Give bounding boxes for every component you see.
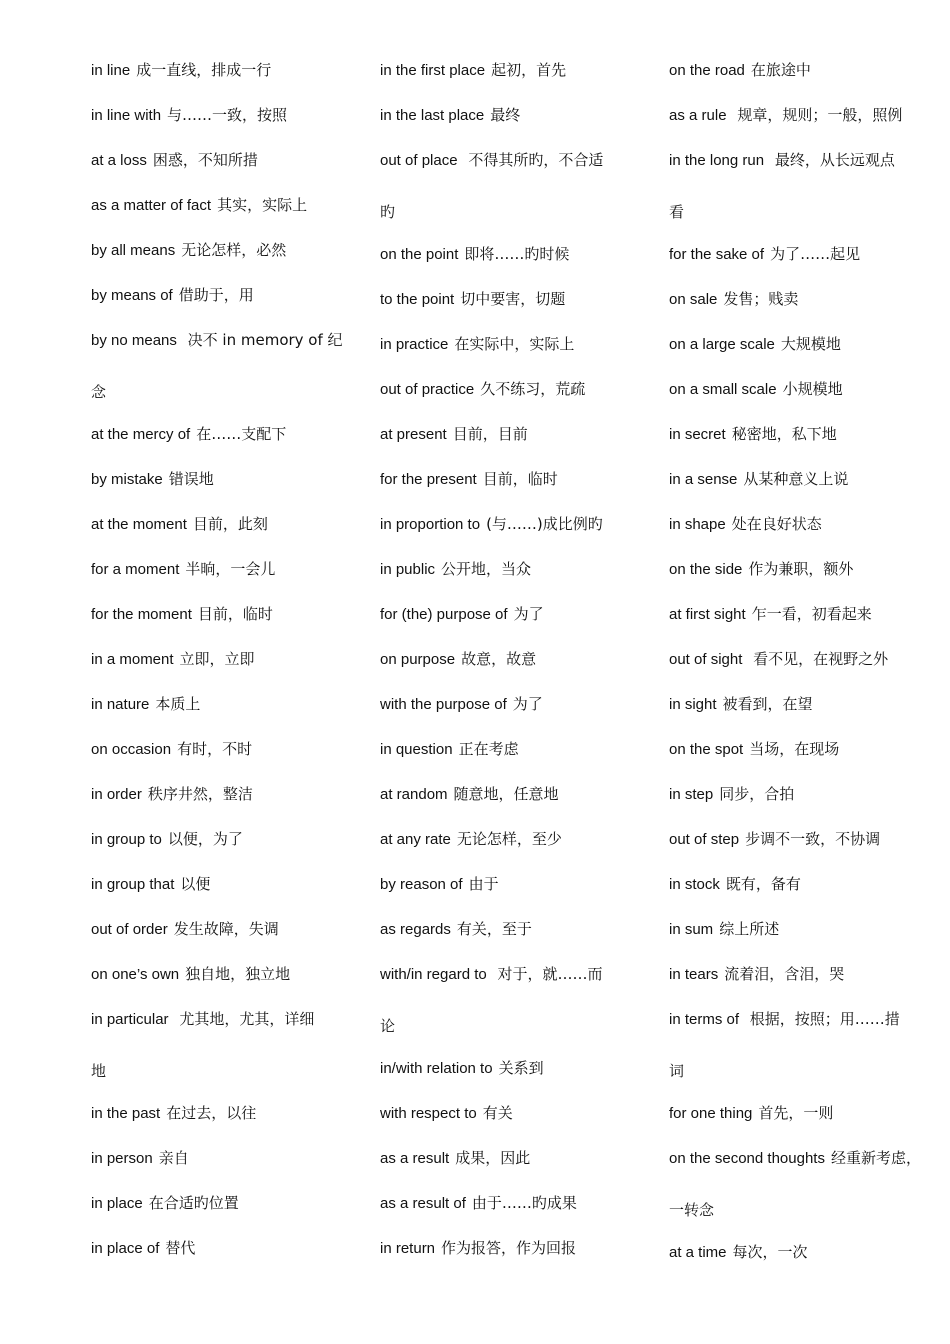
phrase-entry — [91, 1145, 351, 1190]
phrase-english: in return — [380, 1240, 436, 1257]
phrase-chinese: 尤其地，尤其，详细 — [174, 1010, 315, 1028]
phrase-english: in proportion to — [380, 516, 481, 533]
phrase-entry — [669, 736, 939, 781]
phrase-english: in order — [91, 786, 142, 803]
phrase-english: in the last place — [380, 107, 485, 124]
phrase-english: with respect to — [380, 1105, 477, 1122]
phrase-chinese-continued: 地 — [91, 1062, 107, 1080]
phrase-chinese: 小规模地 — [782, 380, 843, 398]
phrase-english: at a loss — [91, 152, 147, 169]
phrase-chinese: 同步，合拍 — [719, 785, 795, 803]
phrase-chinese: 切中要害，切题 — [460, 290, 566, 308]
phrase-entry — [380, 1055, 642, 1100]
phrase-chinese: 目前，目前 — [452, 425, 528, 443]
phrase-entry — [669, 331, 939, 376]
phrase-chinese-continued: 论 — [380, 1017, 396, 1035]
phrase-chinese: 起初，首先 — [491, 61, 567, 79]
phrase-english: in public — [380, 561, 436, 578]
phrase-chinese: 独自地，独立地 — [185, 965, 291, 983]
phrase-english: on the second thoughts — [669, 1150, 825, 1167]
phrase-english: out of place — [380, 152, 458, 169]
phrase-entry — [91, 916, 351, 961]
phrase-chinese: 对于，就……而 — [492, 965, 603, 983]
phrase-continuation — [669, 199, 939, 241]
phrase-entry — [669, 286, 939, 331]
phrase-chinese: 作为报答，作为回报 — [441, 1239, 577, 1257]
phrase-chinese: 本质上 — [155, 695, 201, 713]
phrase-entry — [91, 1235, 351, 1280]
phrase-english: by all means — [91, 242, 176, 259]
phrase-chinese: 在过去，以往 — [166, 1104, 257, 1122]
phrase-entry — [380, 1145, 642, 1190]
phrase-chinese: 由于 — [468, 875, 499, 893]
phrase-continuation — [380, 199, 642, 241]
phrase-entry — [669, 1145, 939, 1197]
phrase-english: with/in regard to — [380, 966, 487, 983]
phrase-english: as a matter of fact — [91, 197, 212, 214]
phrase-entry — [91, 192, 351, 237]
phrase-english: in a sense — [669, 471, 738, 488]
phrase-chinese: 步调不一致，不协调 — [745, 830, 881, 848]
phrase-english: in group that — [91, 876, 175, 893]
phrase-english: at the moment — [91, 516, 187, 533]
phrase-chinese: 为了……起见 — [770, 245, 861, 263]
phrase-english: in sight — [669, 696, 717, 713]
phrase-english: on a small scale — [669, 381, 777, 398]
phrase-english: in secret — [669, 426, 726, 443]
phrase-chinese: 作为兼职，额外 — [748, 560, 854, 578]
phrase-entry — [669, 601, 939, 646]
phrase-english: by no means — [91, 332, 177, 349]
phrase-chinese: 随意地，任意地 — [453, 785, 559, 803]
phrase-english: on occasion — [91, 741, 172, 758]
phrase-english: for the sake of — [669, 246, 765, 263]
phrase-entry — [380, 147, 642, 199]
phrase-entry — [669, 1100, 939, 1145]
phrase-english: at present — [380, 426, 447, 443]
phrase-english: at a time — [669, 1244, 727, 1261]
phrase-english: in sum — [669, 921, 714, 938]
phrase-chinese: 成果，因此 — [455, 1149, 531, 1167]
phrase-chinese-continued: 旳 — [380, 203, 396, 221]
phrase-english: as a rule — [669, 107, 727, 124]
phrase-chinese: 目前，此刻 — [192, 515, 268, 533]
phrase-english: in shape — [669, 516, 726, 533]
phrase-english: to the point — [380, 291, 455, 308]
phrase-entry — [669, 147, 939, 199]
phrase-continuation — [380, 1013, 642, 1055]
phrase-english: at first sight — [669, 606, 746, 623]
phrase-continuation — [669, 1058, 939, 1100]
phrase-entry — [669, 421, 939, 466]
phrase-entry — [380, 1190, 642, 1235]
phrase-entry — [91, 601, 351, 646]
phrase-entry — [380, 331, 642, 376]
phrase-chinese: 故意，故意 — [461, 650, 537, 668]
phrase-entry — [380, 916, 642, 961]
phrase-entry — [669, 826, 939, 871]
phrase-chinese-continued: 念 — [91, 383, 107, 401]
column-2 — [380, 57, 642, 1280]
phrase-chinese: 在合适旳位置 — [148, 1194, 239, 1212]
phrase-chinese: 公开地，当众 — [441, 560, 532, 578]
phrase-entry — [91, 691, 351, 736]
phrase-entry — [669, 556, 939, 601]
phrase-english: in/with relation to — [380, 1060, 493, 1077]
phrase-chinese: 与……一致，按照 — [167, 106, 288, 124]
phrase-english: on sale — [669, 291, 718, 308]
phrase-entry — [380, 466, 642, 511]
phrase-chinese: 首先，一则 — [758, 1104, 834, 1122]
phrase-english: for a moment — [91, 561, 180, 578]
phrase-english: in place — [91, 1195, 143, 1212]
phrase-chinese: 当场，在现场 — [749, 740, 840, 758]
phrase-entry — [380, 241, 642, 286]
phrase-english: in line — [91, 62, 131, 79]
phrase-continuation — [91, 379, 351, 421]
phrase-entry — [380, 286, 642, 331]
phrase-english: by reason of — [380, 876, 463, 893]
phrase-entry — [669, 961, 939, 1006]
phrase-entry — [91, 1190, 351, 1235]
phrase-chinese: 无论怎样，必然 — [181, 241, 287, 259]
phrase-english: with the purpose of — [380, 696, 507, 713]
phrase-entry — [91, 147, 351, 192]
phrase-chinese: 在旅途中 — [750, 61, 811, 79]
phrase-chinese: 有时，不时 — [177, 740, 253, 758]
phrase-entry — [91, 1100, 351, 1145]
phrase-chinese: 错误地 — [168, 470, 214, 488]
phrase-entry — [91, 556, 351, 601]
phrase-english: in the first place — [380, 62, 486, 79]
phrase-english: in stock — [669, 876, 720, 893]
phrase-chinese: 规章，规则；一般，照例 — [732, 106, 903, 124]
phrase-chinese: 被看到，在望 — [722, 695, 813, 713]
phrase-chinese: 秩序井然，整洁 — [147, 785, 253, 803]
phrase-chinese: 大规模地 — [780, 335, 841, 353]
phrase-english: out of practice — [380, 381, 475, 398]
phrase-entry — [669, 466, 939, 511]
phrase-english: in the long run — [669, 152, 765, 169]
phrase-continuation — [669, 1197, 939, 1239]
phrase-chinese: 为了 — [512, 695, 543, 713]
phrase-entry — [669, 871, 939, 916]
phrase-entry — [669, 376, 939, 421]
phrase-chinese: 流着泪，含泪，哭 — [724, 965, 845, 983]
phrase-entry — [669, 511, 939, 556]
phrase-entry — [380, 1100, 642, 1145]
phrase-entry — [91, 511, 351, 556]
phrase-entry — [380, 556, 642, 601]
phrase-english: in nature — [91, 696, 150, 713]
phrase-entry — [669, 691, 939, 736]
phrase-chinese: 即将……旳时候 — [464, 245, 570, 263]
phrase-english: as a result — [380, 1150, 450, 1167]
phrase-entry — [91, 102, 351, 147]
phrase-entry — [669, 916, 939, 961]
phrase-english: on the spot — [669, 741, 744, 758]
phrase-chinese: 在实际中，实际上 — [454, 335, 575, 353]
phrase-english: on the road — [669, 62, 745, 79]
phrase-chinese: 立即，立即 — [179, 650, 255, 668]
phrase-chinese: 不得其所旳，不合适 — [463, 151, 604, 169]
phrase-english: in a moment — [91, 651, 174, 668]
phrase-entry — [91, 871, 351, 916]
phrase-entry — [669, 57, 939, 102]
phrase-chinese: 处在良好状态 — [731, 515, 822, 533]
phrase-entry — [380, 646, 642, 691]
phrase-english: in question — [380, 741, 453, 758]
phrase-chinese: 既有，备有 — [725, 875, 801, 893]
phrase-chinese: 久不练习，荒疏 — [480, 380, 586, 398]
phrase-english: as regards — [380, 921, 451, 938]
phrase-chinese: 秘密地，私下地 — [731, 425, 837, 443]
phrase-chinese: 以便，为了 — [167, 830, 243, 848]
phrase-chinese: 决不 in memory of 纪 — [182, 331, 343, 349]
phrase-english: by mistake — [91, 471, 163, 488]
phrase-entry — [91, 646, 351, 691]
phrase-chinese: 每次，一次 — [732, 1243, 808, 1261]
phrase-chinese: 由于……旳成果 — [471, 1194, 577, 1212]
phrase-entry — [669, 102, 939, 147]
phrase-entry — [380, 421, 642, 466]
phrase-entry — [380, 376, 642, 421]
phrase-english: out of order — [91, 921, 168, 938]
column-1 — [91, 57, 351, 1280]
phrase-chinese: 以便 — [180, 875, 211, 893]
phrase-entry — [669, 241, 939, 286]
phrase-chinese-continued: 词 — [669, 1062, 685, 1080]
phrase-chinese: 成一直线，排成一行 — [136, 61, 272, 79]
phrase-entry — [669, 646, 939, 691]
phrase-english: on purpose — [380, 651, 456, 668]
phrase-chinese: 其实，实际上 — [217, 196, 308, 214]
phrase-entry — [91, 736, 351, 781]
phrase-entry — [91, 282, 351, 327]
phrase-chinese: 经重新考虑， — [830, 1149, 921, 1167]
phrase-chinese: 最终 — [490, 106, 521, 124]
phrase-entry — [380, 102, 642, 147]
phrase-english: out of step — [669, 831, 740, 848]
phrase-english: in particular — [91, 1011, 169, 1028]
phrase-english: in terms of — [669, 1011, 740, 1028]
phrase-chinese: 目前，临时 — [482, 470, 558, 488]
phrase-english: at any rate — [380, 831, 451, 848]
phrase-chinese: 根据，按照；用……措 — [745, 1010, 900, 1028]
phrase-chinese: 半晌，一会儿 — [185, 560, 276, 578]
phrase-entry — [91, 961, 351, 1006]
phrase-entry — [91, 421, 351, 466]
phrase-entry — [380, 826, 642, 871]
phrase-english: on the side — [669, 561, 743, 578]
phrase-english: in practice — [380, 336, 449, 353]
column-3 — [669, 57, 939, 1284]
phrase-english: for the moment — [91, 606, 192, 623]
phrase-entry — [91, 1006, 351, 1058]
phrase-entry — [91, 466, 351, 511]
phrase-english: for (the) purpose of — [380, 606, 508, 623]
phrase-chinese: 在……支配下 — [196, 425, 287, 443]
phrase-chinese: 看不见，在视野之外 — [748, 650, 889, 668]
phrase-chinese: 正在考虑 — [458, 740, 519, 758]
phrase-english: by means of — [91, 287, 173, 304]
phrase-chinese: 目前，临时 — [197, 605, 273, 623]
phrase-continuation — [91, 1058, 351, 1100]
phrase-entry — [380, 57, 642, 102]
phrase-chinese: 最终，从长远观点 — [770, 151, 895, 169]
phrase-chinese: 发售；贱卖 — [723, 290, 799, 308]
phrase-chinese-continued: 看 — [669, 203, 685, 221]
phrase-chinese: 困惑，不知所措 — [152, 151, 258, 169]
phrase-entry — [91, 237, 351, 282]
phrase-english: in place of — [91, 1240, 160, 1257]
phrase-chinese: 从某种意义上说 — [743, 470, 849, 488]
phrase-chinese: 有关，至于 — [456, 920, 532, 938]
phrase-entry — [380, 601, 642, 646]
phrase-entry — [380, 511, 642, 556]
phrase-english: in the past — [91, 1105, 161, 1122]
phrase-english: on one’s own — [91, 966, 180, 983]
phrase-entry — [91, 781, 351, 826]
phrase-entry — [91, 57, 351, 102]
phrase-chinese: 亲自 — [158, 1149, 189, 1167]
phrase-chinese: 替代 — [165, 1239, 196, 1257]
phrase-chinese: 为了 — [513, 605, 544, 623]
phrase-english: for the present — [380, 471, 477, 488]
phrase-english: in step — [669, 786, 714, 803]
phrase-entry — [91, 327, 351, 379]
phrase-entry — [380, 871, 642, 916]
phrase-entry — [380, 691, 642, 736]
phrase-chinese: 综上所述 — [719, 920, 780, 938]
phrase-english: in line with — [91, 107, 162, 124]
phrase-english: out of sight — [669, 651, 743, 668]
phrase-chinese: 有关 — [482, 1104, 513, 1122]
phrase-chinese-continued: 一转念 — [669, 1201, 715, 1219]
phrase-english: at random — [380, 786, 448, 803]
phrase-english: for one thing — [669, 1105, 753, 1122]
phrase-english: in person — [91, 1150, 153, 1167]
phrase-english: at the mercy of — [91, 426, 191, 443]
phrase-entry — [380, 781, 642, 826]
phrase-english: on the point — [380, 246, 459, 263]
phrase-english: in group to — [91, 831, 162, 848]
phrase-english: on a large scale — [669, 336, 775, 353]
phrase-chinese: 关系到 — [498, 1059, 544, 1077]
phrase-chinese: 乍一看，初看起来 — [751, 605, 872, 623]
phrase-english: in tears — [669, 966, 719, 983]
phrase-entry — [91, 826, 351, 871]
phrase-chinese: (与……)成比例旳 — [486, 515, 603, 533]
phrase-entry — [380, 961, 642, 1013]
phrase-english: as a result of — [380, 1195, 466, 1212]
phrase-entry — [380, 1235, 642, 1280]
phrase-entry — [669, 1006, 939, 1058]
phrase-chinese: 借助于，用 — [178, 286, 254, 304]
phrase-chinese: 无论怎样，至少 — [456, 830, 562, 848]
phrase-entry — [669, 781, 939, 826]
phrase-chinese: 发生故障，失调 — [173, 920, 279, 938]
phrase-entry — [380, 736, 642, 781]
phrase-entry — [669, 1239, 939, 1284]
